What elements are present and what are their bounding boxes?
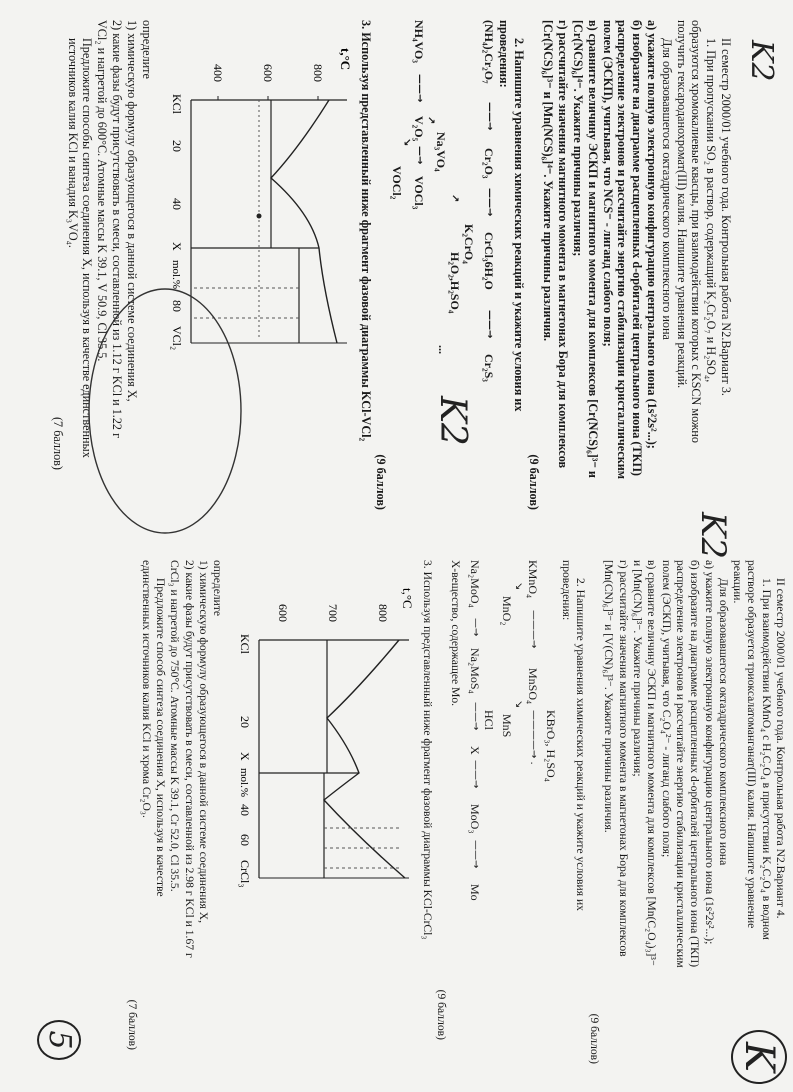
variant-3-q3-points: (7 баллов) <box>50 417 65 470</box>
svg-text:20: 20 <box>169 140 184 152</box>
svg-text:mol.%: mol.% <box>169 260 182 290</box>
x-label-kcl: KCl <box>169 94 184 115</box>
handwritten-crossed-k: K <box>731 1030 787 1084</box>
handwritten-score-circle: 5 <box>37 1020 81 1060</box>
y-tick-800: 800 <box>310 64 325 82</box>
variant-4-q1-points: (9 баллов) <box>588 1013 602 1064</box>
svg-text:20: 20 <box>238 716 253 728</box>
t-axis-label: t,°C <box>400 588 416 609</box>
svg-text:40: 40 <box>238 804 253 816</box>
y-tick-600: 600 <box>260 64 275 82</box>
variant-3-question-1: 1. При пропускании SO₂ в раствор, содержащий K₂Cr₂O₇ и H₂SO₄, образуются хромокалиевые квасцы, при взаимодействии которых с KSCN можно получить гексароданохромат(III) калия. Напишите уравнения реакций. Для образовавшегося октаэдрического комплексного иона а) укажите полную электронную конфигурацию центрального иона (1s²2s²...); б) изобразите на диаграмме расщепленных d-орбиталей центрального иона (ТКП) распределение электронов и рассчитайте энергию стабилизации кристаллическим полем (ЭСКП), учитывая, что NCS⁻ - лиганд слабого поля; в) сравните величину ЭСКП и магнитного момента для комплексов [Cr(NCS)₆]³⁻ и [Cr(NCS)₆]⁴⁻. Укажите причины различия; г) рассчитайте значения магнитного момента в магнетонах Бора для комплексов [Cr(NCS)₆]³⁻ и [Mn(NCS)₆]⁴⁻. Укажите причины различия. (9 баллов) <box>526 20 718 530</box>
svg-text:800: 800 <box>376 604 391 622</box>
variant-4-q3-points: (7 баллов) <box>125 999 139 1050</box>
variant-4-question-3: 3. Используя представленный ниже фрагмент фазовой диаграммы KCl-CrCl₃ t,°C 800 700 600 KCl 20 X mol.% 40 60 CrCl₃ определите 1) химическую формулу образующегося в данной системе соединения X, 2) какие фазы будут присутствовать в смеси, составленной из 2.98 г KCl и 1.67 г CrCl₃ и нагретой до 750°С. Атомные массы K 39.1, Cr 52.0, Cl 35.5. Предложите способ синтеза соединения X, используя в качестве единственных источников калия KCl и хрома Cr₂O₃. (7 баллов) <box>124 560 433 1080</box>
svg-text:KCl: KCl <box>238 634 253 655</box>
kcl-crcl3-phase-diagram <box>229 578 419 908</box>
svg-text:40: 40 <box>169 198 184 210</box>
x-label-vcl2: VCl₂ <box>169 326 184 351</box>
variant-3-question-3: 3. Используя представленный ниже фрагмент фазовой диаграммы KCl-VCl₂ t,°C 800 600 400 KCl 20 40 X mol.% 80 VCl₂ определите 1) химическую формулу образующегося в данной системе соединения X, 2) какие фазы будут присутствовать в смеси, составленной из 1.12 г KCl и 1.22 г VCl₂ и нагретой до 600°С. Атомные массы K 39.1, V 50.9, Cl 35.5. Предложите способы синтеза соединения X, используя в качестве единственных источников калия KCl и ванадия K₃VO₄. (7 баллов) <box>50 20 373 530</box>
liquidus-curve <box>324 640 405 878</box>
variant-4-column <box>0 550 793 1092</box>
variant-4-question-1: 1. При взаимодействии KMnO₄ с H₂C₂O₄ в присутствии K₂C₂O₄ в водном растворе образуется триоксалатоманганат(III) калия. Напишите уравнение реакции. Для образовавшегося октаэдрического комплексного иона а) укажите полную электронную конфигурацию центрального иона (1s²2s²...); б) изобразите на диаграмме расщепленных d-орбиталей центрального иона (ТКП) распределение электронов и рассчитайте энергию стабилизации кристаллическим полем (ЭСКП), учитывая, что C₂O₄²⁻ - лиганд слабого поля; в) сравните величину ЭСКП и магнитного момента для комплексов [Mn(C₂O₄)₃]³⁻ и [Mn(CN)₆]³⁻. Укажите причины различия; г) рассчитайте значения магнитного момента в магнетонах Бора для комплексов [Mn(CN)₆]³⁻ и [V(CN)₆]³⁻. Укажите причины различия. (9 баллов) <box>587 560 773 1080</box>
variant-4-question-2: 2. Напишите уравнения химических реакций и укажите условия их проведения: KBrO₃, H₂SO₄ KMnO₄ ———→ MnSO₄ ————→ . ↘ MnS ↘ MnO₂ HCl Na₂MoO₄ —→ Na₂MoS₄ ——→ X ——→ MoO₃ ——→ Mo X-вещество, содержащее Mo. (9 баллов) <box>434 560 587 1080</box>
svg-text:600: 600 <box>276 604 291 622</box>
variant-3-q1-points: (9 баллов) <box>526 454 541 510</box>
svg-text:mol.%: mol.% <box>238 768 251 798</box>
svg-text:X: X <box>238 752 253 761</box>
variant-3-question-2: 2. Напишите уравнения химических реакций и укажите условия их проведения: (NH₄)₂Cr₂O₇ ——→ Cr₂O₃ ——→ CrCl₃6Н₂O ——→ Cr₂S₃ K₂CrO₄ H₂O₂,H₂SO₄ ... ↗ Na₃VO₄ ↗ NH₄VO₃ ——→ V₂O₅ —→ VOCl₃ ↘ VOCl₂ (9 баллов) <box>373 20 525 530</box>
handwritten-k2-corner: K2 <box>744 40 779 82</box>
handwritten-k2-mark: K2 <box>693 512 733 560</box>
handwritten-ellipse-around-scheme <box>85 286 245 536</box>
variant-3-q2-points: (9 баллов) <box>374 454 389 510</box>
liquidus-curve <box>271 100 337 343</box>
x-label-x: X <box>169 242 184 251</box>
svg-text:700: 700 <box>326 604 341 622</box>
svg-text:80: 80 <box>169 300 184 312</box>
chromium-vanadium-reaction-scheme: (NH₄)₂Cr₂O₇ ——→ Cr₂O₃ ——→ CrCl₃6Н₂O ——→ Cr₂S₃ K₂CrO₄ H₂O₂,H₂SO₄ ... ↗ Na₃VO₄ ↗ NH₄VO₃ ——→ V₂O₅ —→ VOCl₃ ↘ VOCl₂ <box>390 20 497 382</box>
manganese-molybdenum-reaction-scheme: KBrO₃, H₂SO₄ KMnO₄ ———→ MnSO₄ ————→ . ↘ MnS ↘ MnO₂ HCl Na₂MoO₄ —→ Na₂MoS₄ ——→ X ——→ MoO₃ ——→ Mo <box>468 560 559 901</box>
variant-4-header: II семестр 2000/01 учебного года. Контрольная работа N2.Вариант 4. <box>774 578 787 919</box>
svg-text:60: 60 <box>238 834 253 846</box>
y-tick-400: 400 <box>210 64 225 82</box>
variant-4-q2-points: (9 баллов) <box>434 989 448 1040</box>
svg-text:CrCl₃: CrCl₃ <box>238 860 253 888</box>
variant-3-header: II семестр 2000/01 учебного года. Контрольная работа N2.Вариант 3. <box>719 38 733 396</box>
handwritten-k2-side: K2 <box>432 396 473 446</box>
t-axis-label: t,°C <box>337 48 353 71</box>
